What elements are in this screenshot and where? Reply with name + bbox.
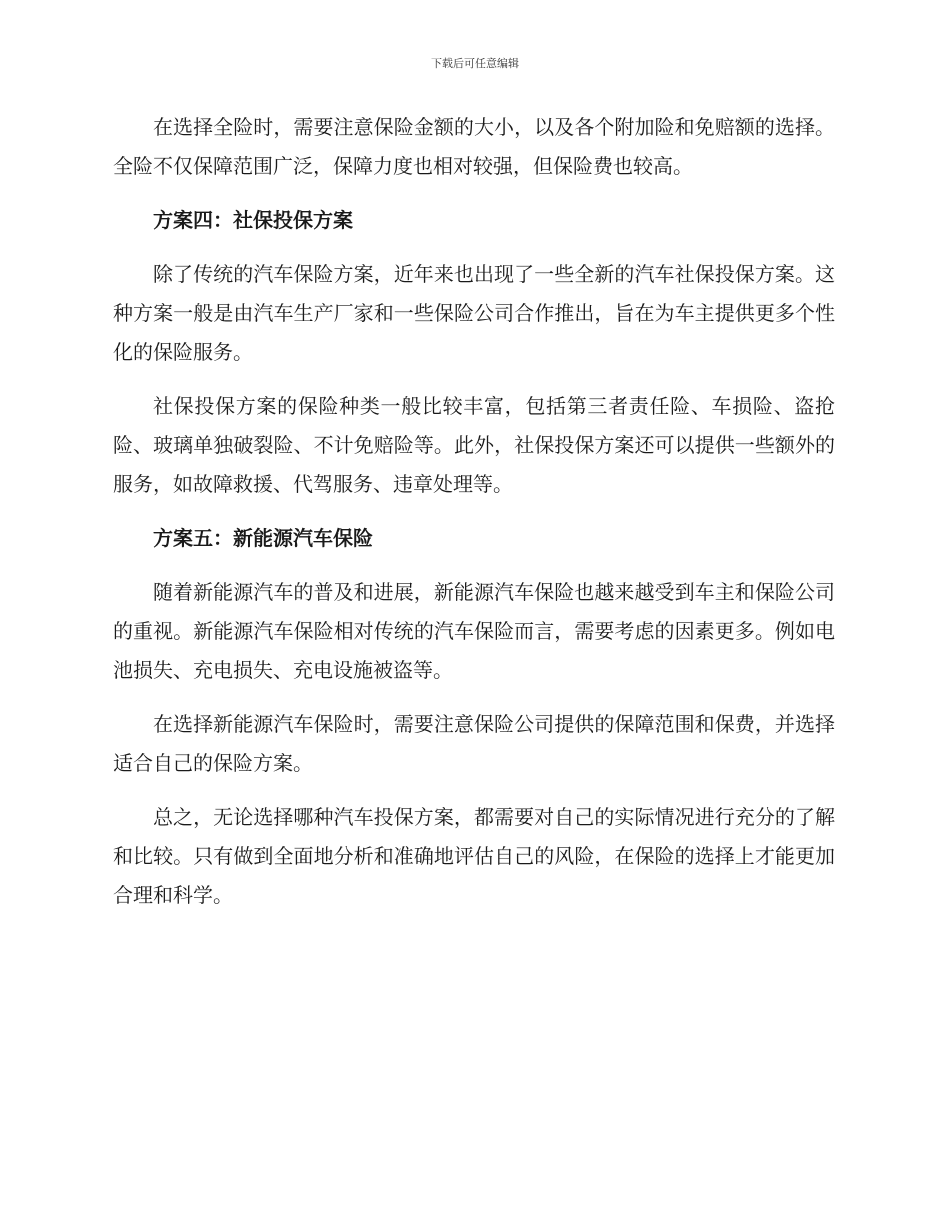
paragraph-conclusion: 总之，无论选择哪种汽车投保方案，都需要对自己的实际情况进行充分的了解和比较。只有做到全面地分析和准确地评估自己的风险，在保险的选择上才能更加合理和科学。 (113, 805, 835, 907)
paragraph-new-energy-intro: 随着新能源汽车的普及和进展，新能源汽车保险也越来越受到车主和保险公司的重视。新能源汽车保险相对传统的汽车保险而言，需要考虑的因素更多。例如电池损失、充电损失、充电设施被盗等。 (113, 580, 835, 682)
page-header-note: 下载后可任意编辑 (431, 57, 519, 70)
paragraph-new-energy-selection: 在选择新能源汽车保险时，需要注意保险公司提供的保障范围和保费，并选择适合自己的保险方案。 (113, 712, 835, 775)
heading-plan-five: 方案五：新能源汽车保险 (153, 526, 373, 550)
paragraph-full-coverage-selection: 在选择全险时，需要注意保险金额的大小，以及各个附加险和免赔额的选择。全险不仅保障范围广泛，保障力度也相对较强，但保险费也较高。 (113, 115, 835, 178)
document-body (113, 108, 835, 930)
heading-plan-four: 方案四：社保投保方案 (153, 208, 353, 232)
paragraph-social-insurance-intro: 除了传统的汽车保险方案，近年来也出现了一些全新的汽车社保投保方案。这种方案一般是由汽车生产厂家和一些保险公司合作推出，旨在为车主提供更多个性化的保险服务。 (113, 262, 835, 364)
paragraph-social-insurance-types: 社保投保方案的保险种类一般比较丰富，包括第三者责任险、车损险、盗抢险、玻璃单独破裂险、不计免赔险等。此外，社保投保方案还可以提供一些额外的服务，如故障救援、代驾服务、违章处理等。 (113, 394, 835, 496)
